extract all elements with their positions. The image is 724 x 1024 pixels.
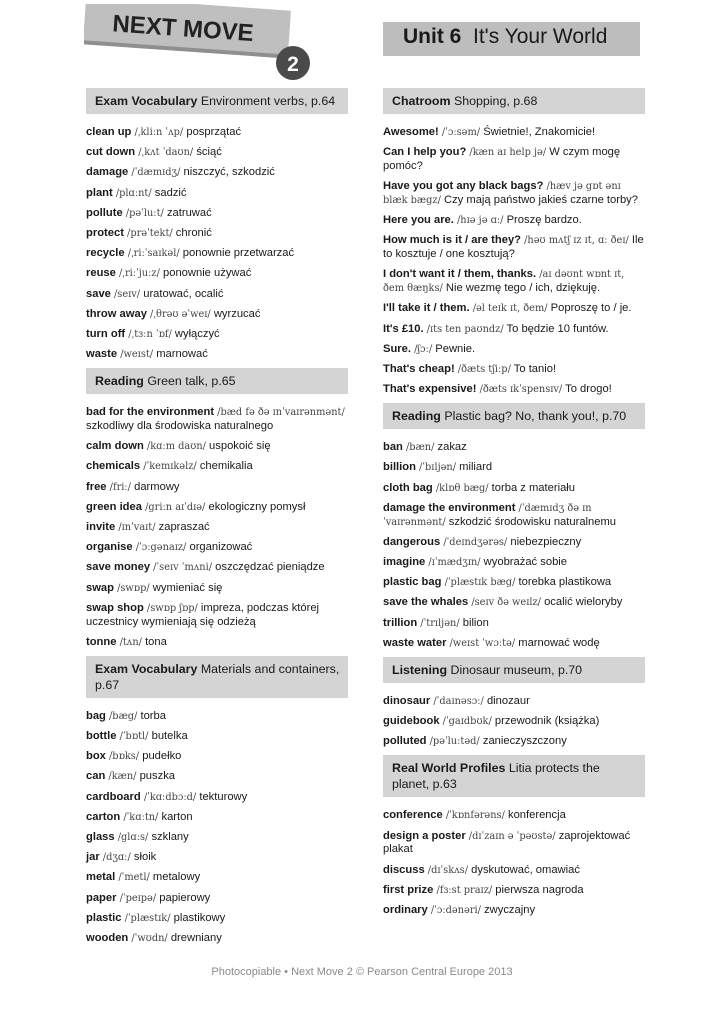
translation: chemikalia xyxy=(199,460,253,473)
vocab-item xyxy=(86,521,348,535)
vocab-item xyxy=(86,481,348,495)
vocab-item xyxy=(86,770,348,784)
footer: Photocopiable • Next Move 2 © Pearson Central Europe 2013 xyxy=(211,966,513,978)
vocab-item xyxy=(383,146,645,174)
vocab-item xyxy=(383,461,645,475)
section-title: Reading xyxy=(392,409,441,424)
vocab-word: jar xyxy=(86,851,100,864)
phonetic-transcription: /bæn/ xyxy=(406,442,435,454)
section-title: Real World Profiles xyxy=(392,761,506,776)
translation: Świetnie!, Znakomicie! xyxy=(483,126,596,138)
vocab-word: clean up xyxy=(86,126,132,138)
translation: To drogo! xyxy=(565,383,612,396)
translation: ponownie przetwarzać xyxy=(182,247,295,260)
vocab-item xyxy=(383,864,645,878)
vocab-word: bag xyxy=(86,709,106,722)
translation: organizować xyxy=(189,541,253,554)
translation: impreza, podczas której uczestnicy wymieniają się odzieżą xyxy=(86,601,320,628)
vocab-word: ordinary xyxy=(383,904,428,917)
vocab-item xyxy=(383,884,645,898)
translation: szkodliwy dla środowiska naturalnego xyxy=(86,420,274,433)
translation: zwyczajny xyxy=(484,904,536,917)
vocab-word: plastic xyxy=(86,911,122,924)
vocab-item xyxy=(86,126,348,140)
vocab-item xyxy=(86,187,348,201)
translation: Ile to kosztuje / one kosztują? xyxy=(383,234,644,261)
vocab-item xyxy=(86,166,348,180)
phonetic-transcription: /griːn aɪˈdɪə/ xyxy=(145,501,206,513)
vocab-word: design a poster xyxy=(383,829,466,842)
translation: To będzie 10 funtów. xyxy=(506,322,609,335)
phonetic-transcription: /glɑːs/ xyxy=(117,832,149,844)
phonetic-transcription: /ˈplæstɪk bæg/ xyxy=(444,577,516,589)
vocab-item xyxy=(383,830,645,858)
phonetic-transcription: /bæg/ xyxy=(109,710,138,722)
phonetic-transcription: /ˈdeɪndʒərəs/ xyxy=(443,536,508,548)
phonetic-transcription: /ˈkɑːdbɔːd/ xyxy=(143,791,197,803)
section-title: Chatroom xyxy=(392,94,451,108)
vocab-word: paper xyxy=(86,891,117,904)
translation: wymieniać się xyxy=(152,581,223,594)
translation: uratować, ocalić xyxy=(143,287,224,300)
section-subtitle: Dinosaur museum, p.70 xyxy=(450,662,583,677)
vocab-item xyxy=(383,617,645,631)
phonetic-transcription: /bɒks/ xyxy=(109,751,140,763)
vocab-word: free xyxy=(86,480,107,493)
phonetic-transcription: /ˌriːˈsaɪkəl/ xyxy=(127,248,180,260)
translation: dyskutować, omawiać xyxy=(471,863,580,876)
vocab-item xyxy=(86,791,348,805)
vocab-item xyxy=(86,730,348,744)
translation: pierwsza nagroda xyxy=(495,883,584,896)
phonetic-transcription: /ˈplæstɪk/ xyxy=(124,912,171,924)
translation: miliard xyxy=(459,461,493,474)
translation: uspokoić się xyxy=(209,440,271,453)
vocab-item xyxy=(383,126,645,140)
section-title: Reading xyxy=(95,374,144,389)
vocab-item xyxy=(86,602,348,630)
vocab-word: turn off xyxy=(86,327,126,340)
phonetic-transcription: /ˈwʊdn/ xyxy=(131,932,168,944)
phonetic-transcription: /ˈkemɪkəlz/ xyxy=(143,461,197,473)
section-header xyxy=(86,368,348,394)
vocab-item xyxy=(86,328,348,342)
phonetic-transcription: /ˈɔːgənaɪz/ xyxy=(135,542,187,554)
translation: darmowy xyxy=(134,480,180,493)
translation: Proszę bardzo. xyxy=(506,214,582,227)
section-header xyxy=(383,88,645,114)
vocab-item xyxy=(86,811,348,825)
translation: W czym mogę pomóc? xyxy=(383,146,621,172)
vocab-word: green idea xyxy=(86,500,142,513)
vocab-item xyxy=(86,871,348,885)
phonetic-transcription: /ˌriːˈjuːz/ xyxy=(118,268,160,280)
vocab-word: reuse xyxy=(86,267,116,280)
translation: niszczyć, szkodzić xyxy=(183,166,275,179)
phonetic-transcription: /plɑːnt/ xyxy=(115,187,152,199)
vocab-word: bottle xyxy=(86,730,117,743)
vocab-word: swap xyxy=(86,581,114,594)
phonetic-transcription: /aɪ dəʊnt wɒnt ɪt, ðem θæŋks/ xyxy=(383,269,625,295)
translation: posprzątać xyxy=(186,126,242,138)
vocab-word: discuss xyxy=(383,863,425,876)
vocab-item xyxy=(383,596,645,610)
vocab-item xyxy=(383,343,645,357)
vocab-word: box xyxy=(86,750,106,763)
vocab-item xyxy=(383,735,645,749)
phonetic-transcription: /həʊ mʌtʃ ɪz ɪt, ɑː ðeɪ/ xyxy=(524,235,629,247)
phonetic-transcription: /ɪˈmædʒɪn/ xyxy=(428,556,481,568)
phonetic-transcription: /ˈseɪv ˈmʌni/ xyxy=(153,562,213,574)
translation: metalowy xyxy=(152,871,201,884)
vocab-item xyxy=(86,831,348,845)
vocab-item xyxy=(383,323,645,337)
vocab-word: recycle xyxy=(86,247,125,260)
vocab-item xyxy=(383,556,645,570)
phonetic-transcription: /dʒɑː/ xyxy=(102,852,131,864)
vocab-word: tonne xyxy=(86,635,117,648)
section-title: Exam Vocabulary xyxy=(95,94,198,108)
translation: oszczędzać pieniądze xyxy=(215,561,325,574)
phonetic-transcription: /ˌθrəʊ əˈweɪ/ xyxy=(150,308,211,320)
translation: sadzić xyxy=(154,186,187,199)
vocab-item xyxy=(383,502,645,530)
vocab-word: swap shop xyxy=(86,601,144,614)
unit-label: Unit 6 xyxy=(403,25,462,48)
vocab-item xyxy=(86,440,348,454)
phonetic-transcription: /klɒθ bæg/ xyxy=(435,482,489,494)
phonetic-transcription: /ˈkɒnfərəns/ xyxy=(445,810,505,822)
phonetic-transcription: /ˈgaɪdbʊk/ xyxy=(442,716,492,728)
vocab-word: throw away xyxy=(86,307,147,320)
vocab-word: protect xyxy=(86,226,124,239)
vocab-item xyxy=(86,501,348,515)
section-header xyxy=(383,657,645,683)
phonetic-transcription: /fɜːst praɪz/ xyxy=(436,884,493,896)
vocab-item xyxy=(383,637,645,651)
vocab-item xyxy=(86,932,348,946)
vocab-item xyxy=(86,912,348,926)
phonetic-transcription: /ɪts ten paʊndz/ xyxy=(426,323,504,335)
phonetic-transcription: /ˈɔːsəm/ xyxy=(441,127,481,138)
phonetic-transcription: /əl teɪk ɪt, ðem/ xyxy=(472,303,548,315)
translation: bilion xyxy=(462,616,489,629)
vocab-item xyxy=(86,207,348,221)
section-subtitle: Green talk, p.65 xyxy=(147,374,236,389)
vocab-item xyxy=(383,302,645,316)
vocab-item xyxy=(86,460,348,474)
vocab-word: Can I help you? xyxy=(383,146,467,159)
vocab-word: That's expensive! xyxy=(383,383,477,396)
phonetic-transcription: /ˈbɒtl/ xyxy=(119,731,149,743)
translation: szklany xyxy=(151,831,189,844)
vocab-item xyxy=(383,441,645,455)
vocab-item xyxy=(86,710,348,724)
phonetic-transcription: /ˈdæmɪdʒ/ xyxy=(131,167,181,179)
phonetic-transcription: /pəˈluːt/ xyxy=(125,207,164,219)
vocab-word: pollute xyxy=(86,206,123,219)
vocab-word: first prize xyxy=(383,883,434,896)
vocab-item xyxy=(86,348,348,362)
vocab-word: dinosaur xyxy=(383,694,431,707)
vocab-word: waste water xyxy=(383,636,447,649)
vocab-item xyxy=(86,267,348,281)
vocab-item xyxy=(383,363,645,377)
section-subtitle: Litia protects the planet, p.63 xyxy=(392,761,600,792)
vocab-word: save the whales xyxy=(383,596,469,609)
phonetic-transcription: /ˌkʌt ˈdaʊn/ xyxy=(138,147,194,159)
vocab-word: carton xyxy=(86,810,121,823)
vocab-item xyxy=(86,247,348,261)
phonetic-transcription: /friː/ xyxy=(109,481,131,493)
vocab-word: organise xyxy=(86,541,133,554)
phonetic-transcription: /hɪə jə ɑː/ xyxy=(457,215,504,227)
translation: marnować wodę xyxy=(518,636,600,649)
vocab-item xyxy=(383,904,645,918)
translation: zanieczyszczony xyxy=(482,735,567,748)
phonetic-transcription: /ðæts ɪkˈspensɪv/ xyxy=(479,384,563,396)
translation: Poproszę to / je. xyxy=(550,302,632,315)
translation: plastikowy xyxy=(173,911,226,924)
svg-text:2: 2 xyxy=(287,53,299,76)
translation: zapraszać xyxy=(158,520,210,533)
section-title: Listening xyxy=(392,662,448,677)
vocab-item xyxy=(86,308,348,322)
translation: karton xyxy=(161,810,193,823)
translation: torba z materiału xyxy=(491,481,575,494)
vocab-item xyxy=(383,214,645,228)
unit-subtitle: It's Your World xyxy=(473,25,608,48)
vocab-word: trillion xyxy=(383,616,418,629)
phonetic-transcription: /seɪv ðə weɪlz/ xyxy=(471,597,541,609)
phonetic-transcription: /tʌn/ xyxy=(119,636,142,648)
translation: Nie wezmę tego / ich, dziękuję. xyxy=(445,282,601,295)
translation: ponownie używać xyxy=(163,267,252,280)
phonetic-transcription: /ˈkɑːtn/ xyxy=(123,811,159,823)
translation: konferencja xyxy=(507,809,566,822)
vocab-item xyxy=(383,482,645,496)
vocab-word: can xyxy=(86,770,106,783)
phonetic-transcription: /kæn/ xyxy=(108,771,137,783)
vocab-item xyxy=(383,180,645,208)
section-subtitle: Shopping, p.68 xyxy=(453,94,538,108)
translation: zakaz xyxy=(437,441,467,454)
translation: pudełko xyxy=(142,750,182,763)
translation: Pewnie. xyxy=(435,342,476,355)
unit-title xyxy=(383,22,640,56)
phonetic-transcription: /ðæts tʃiːp/ xyxy=(457,363,511,375)
section-header xyxy=(383,755,645,797)
phonetic-transcription: /ˈmetl/ xyxy=(118,872,150,884)
translation: słoik xyxy=(133,851,157,864)
left-column xyxy=(86,86,348,952)
vocab-word: polluted xyxy=(383,735,427,748)
vocab-item xyxy=(383,809,645,823)
translation: marnować xyxy=(156,348,208,361)
translation: papierowy xyxy=(159,891,211,904)
phonetic-transcription: /ˈpeɪpə/ xyxy=(119,892,157,904)
vocab-item xyxy=(86,406,348,434)
right-column xyxy=(383,86,645,924)
vocab-word: plastic bag xyxy=(383,576,442,589)
vocab-item xyxy=(383,383,645,397)
vocab-word: guidebook xyxy=(383,715,440,728)
vocab-word: I don't want it / them, thanks. xyxy=(383,268,537,281)
vocab-word: How much is it / are they? xyxy=(383,234,522,247)
vocab-word: invite xyxy=(86,520,116,533)
svg-text:NEXT MOVE: NEXT MOVE xyxy=(111,10,255,48)
phonetic-transcription: /ˌtɜːn ˈɒf/ xyxy=(128,328,172,340)
translation: tona xyxy=(145,635,167,648)
vocab-word: dangerous xyxy=(383,535,441,548)
translation: przewodnik (książka) xyxy=(494,715,600,728)
phonetic-transcription: /pəˈluːtəd/ xyxy=(429,736,480,748)
phonetic-transcription: /kɑːm daʊn/ xyxy=(146,441,206,453)
vocab-word: metal xyxy=(86,871,116,884)
vocab-item xyxy=(383,715,645,729)
section-subtitle: Environment verbs, p.64 xyxy=(200,94,336,108)
phonetic-transcription: /hæv jə gɒt ənɪ blæk bægz/ xyxy=(383,181,621,206)
vocab-word: save money xyxy=(86,561,151,574)
vocab-item xyxy=(86,146,348,160)
vocab-word: damage the environment xyxy=(383,501,516,514)
phonetic-transcription: /ˈɔːdənəri/ xyxy=(430,905,481,917)
vocab-item xyxy=(86,541,348,555)
vocab-item xyxy=(86,227,348,241)
section-title: Exam Vocabulary xyxy=(95,661,198,676)
vocab-word: Have you got any black bags? xyxy=(383,180,544,193)
vocab-word: bad for the environment xyxy=(86,406,215,419)
section-header xyxy=(86,656,348,698)
vocab-word: Sure. xyxy=(383,342,411,355)
vocab-word: That's cheap! xyxy=(383,362,455,375)
vocab-item xyxy=(86,750,348,764)
translation: tekturowy xyxy=(199,790,248,803)
translation: Czy mają państwo jakieś czarne torby? xyxy=(444,193,639,206)
vocab-word: Awesome! xyxy=(383,126,439,138)
translation: To tanio! xyxy=(513,362,557,375)
phonetic-transcription: /weɪst/ xyxy=(120,349,154,361)
translation: ocalić wieloryby xyxy=(544,596,623,609)
vocab-word: billion xyxy=(383,461,416,474)
vocab-word: It's £10. xyxy=(383,322,424,335)
vocab-item xyxy=(383,536,645,550)
vocab-word: plant xyxy=(86,186,113,199)
phonetic-transcription: /weɪst ˈwɔːtə/ xyxy=(449,637,516,649)
translation: zatruwać xyxy=(166,206,212,219)
phonetic-transcription: /ˈbɪljən/ xyxy=(419,462,457,474)
translation: szkodzić środowisku naturalnemu xyxy=(448,515,617,528)
vocab-word: I'll take it / them. xyxy=(383,302,470,315)
vocab-word: conference xyxy=(383,809,443,822)
vocab-item xyxy=(86,892,348,906)
vocab-item xyxy=(383,576,645,590)
vocab-word: chemicals xyxy=(86,460,141,473)
vocab-item xyxy=(383,234,645,262)
phonetic-transcription: /seɪv/ xyxy=(114,288,141,300)
phonetic-transcription: /swɒp ʃɒp/ xyxy=(146,602,198,614)
section-header xyxy=(86,88,348,114)
phonetic-transcription: /swɒp/ xyxy=(117,582,150,594)
translation: torba xyxy=(140,709,166,722)
vocab-word: ban xyxy=(383,441,403,454)
vocab-word: damage xyxy=(86,166,129,179)
translation: wyłączyć xyxy=(174,327,220,340)
vocab-word: calm down xyxy=(86,440,144,453)
vocab-word: cardboard xyxy=(86,790,141,803)
translation: niebezpieczny xyxy=(510,535,582,548)
translation: chronić xyxy=(175,226,212,239)
vocab-item xyxy=(86,561,348,575)
translation: wyrzucać xyxy=(213,307,261,320)
translation: zaprojektować plakat xyxy=(383,829,631,856)
vocab-word: wooden xyxy=(86,931,129,944)
section-header xyxy=(383,403,645,429)
translation: ściąć xyxy=(196,146,222,159)
section-subtitle: Materials and containers, p.67 xyxy=(95,661,340,692)
phonetic-transcription: /ˌkliːn ˈʌp/ xyxy=(134,127,184,138)
vocab-word: waste xyxy=(86,348,118,361)
vocab-word: glass xyxy=(86,831,115,844)
translation: dinozaur xyxy=(486,694,530,707)
vocab-word: cloth bag xyxy=(383,481,433,494)
phonetic-transcription: /bæd fə ðə ɪnˈvaɪrənmənt/ xyxy=(217,407,345,419)
phonetic-transcription: /kæn aɪ help jə/ xyxy=(469,147,547,159)
next-move-logo xyxy=(84,4,314,82)
translation: wyobrażać sobie xyxy=(483,555,567,568)
section-subtitle: Plastic bag? No, thank you!, p.70 xyxy=(444,409,627,424)
translation: puszka xyxy=(139,770,176,783)
vocab-item xyxy=(86,288,348,302)
vocab-word: cut down xyxy=(86,146,136,159)
translation: torebka plastikowa xyxy=(518,576,612,589)
vocab-item xyxy=(86,636,348,650)
phonetic-transcription: /ˈtrɪljən/ xyxy=(420,617,460,629)
vocab-item xyxy=(383,268,645,296)
phonetic-transcription: /dɪˈskʌs/ xyxy=(427,864,469,876)
phonetic-transcription: /ˈdæmɪdʒ ðə ɪnˈvaɪrənmənt/ xyxy=(383,502,592,528)
vocab-word: imagine xyxy=(383,555,426,568)
phonetic-transcription: /ˈdaɪnəsɔː/ xyxy=(433,695,484,707)
phonetic-transcription: /prəˈtekt/ xyxy=(127,227,173,239)
phonetic-transcription: /dɪˈzaɪn ə ˈpəʊstə/ xyxy=(468,830,556,842)
phonetic-transcription: /ɪnˈvaɪt/ xyxy=(118,521,156,533)
vocab-item xyxy=(86,851,348,865)
translation: drewniany xyxy=(170,931,222,944)
translation: butelka xyxy=(151,730,188,743)
vocab-word: save xyxy=(86,287,111,300)
vocab-word: Here you are. xyxy=(383,214,454,227)
vocab-item xyxy=(383,695,645,709)
phonetic-transcription: /ʃɔː/ xyxy=(414,343,433,355)
vocab-item xyxy=(86,582,348,596)
translation: ekologiczny pomysł xyxy=(208,500,306,513)
